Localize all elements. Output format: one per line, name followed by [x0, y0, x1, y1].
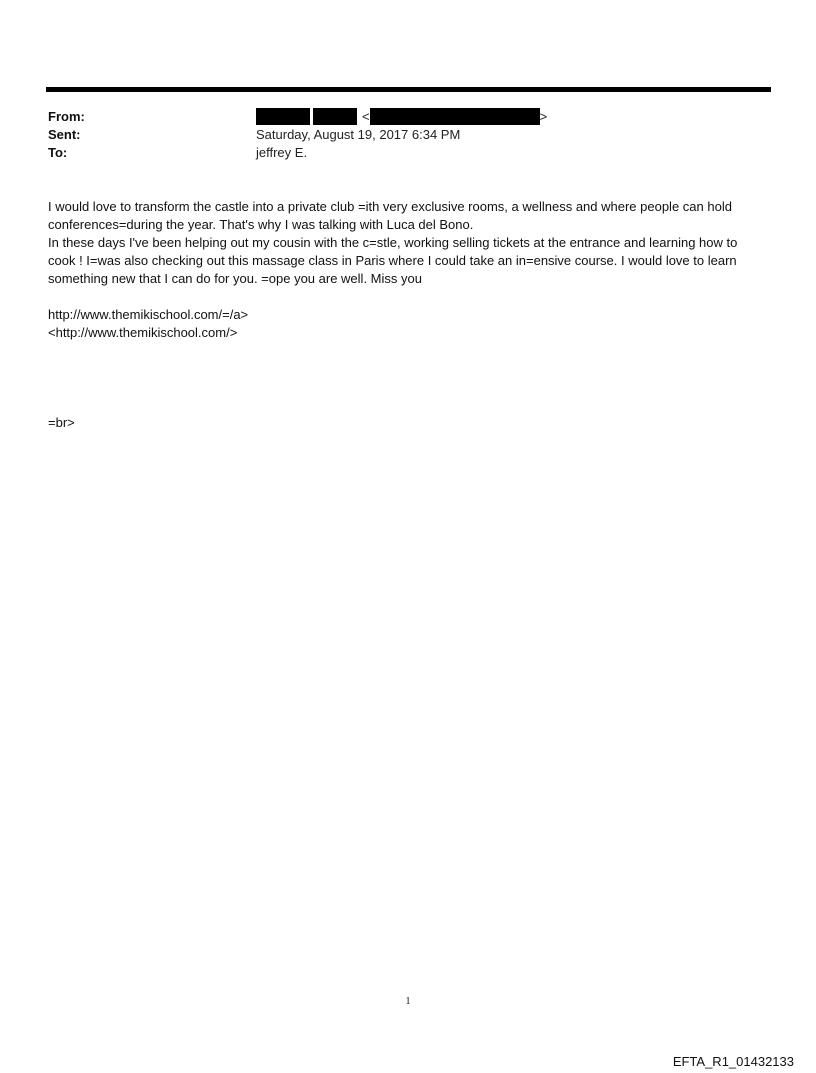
sent-label: Sent:	[48, 127, 81, 142]
link-block	[48, 306, 248, 342]
from-row	[48, 108, 768, 126]
from-value	[256, 108, 547, 126]
to-label: To:	[48, 145, 68, 160]
sent-value: Saturday, August 19, 2017 6:34 PM	[256, 127, 461, 142]
header-divider-rule	[46, 87, 771, 92]
body-line: conferences=during the year. That's why I was talking with Luca del Bono.	[48, 217, 474, 232]
document-id: EFTA_R1_01432133	[672, 1054, 794, 1069]
body-line: In these days I've been helping out my cousin with the c=stle, working selling tickets at the entrance and learning how to	[48, 235, 738, 250]
body-line: something new that I can do for you. =ope you are well. Miss you	[48, 271, 422, 286]
sent-row	[48, 126, 768, 144]
link-text: http://www.themikischool.com/=/a>	[48, 307, 249, 322]
from-label: From:	[48, 109, 85, 124]
to-row	[48, 144, 768, 162]
email-header	[48, 108, 768, 162]
close-angle-bracket: >	[539, 109, 548, 124]
redaction-block	[313, 108, 357, 125]
email-body	[48, 198, 778, 288]
page-number: 1	[405, 996, 411, 1007]
trailing-fragment: =br>	[48, 415, 75, 430]
body-line: I would love to transform the castle into a private club =ith very exclusive rooms, a wellness and where people can hold	[48, 199, 732, 214]
link-text: <http://www.themikischool.com/>	[48, 325, 238, 340]
body-line: cook ! I=was also checking out this massage class in Paris where I could take an in=ensive course. I would love to learn	[48, 253, 737, 268]
open-angle-bracket: <	[362, 109, 370, 124]
redaction-block	[370, 108, 540, 125]
redaction-block	[256, 108, 310, 125]
to-value: jeffrey E.	[256, 145, 308, 160]
